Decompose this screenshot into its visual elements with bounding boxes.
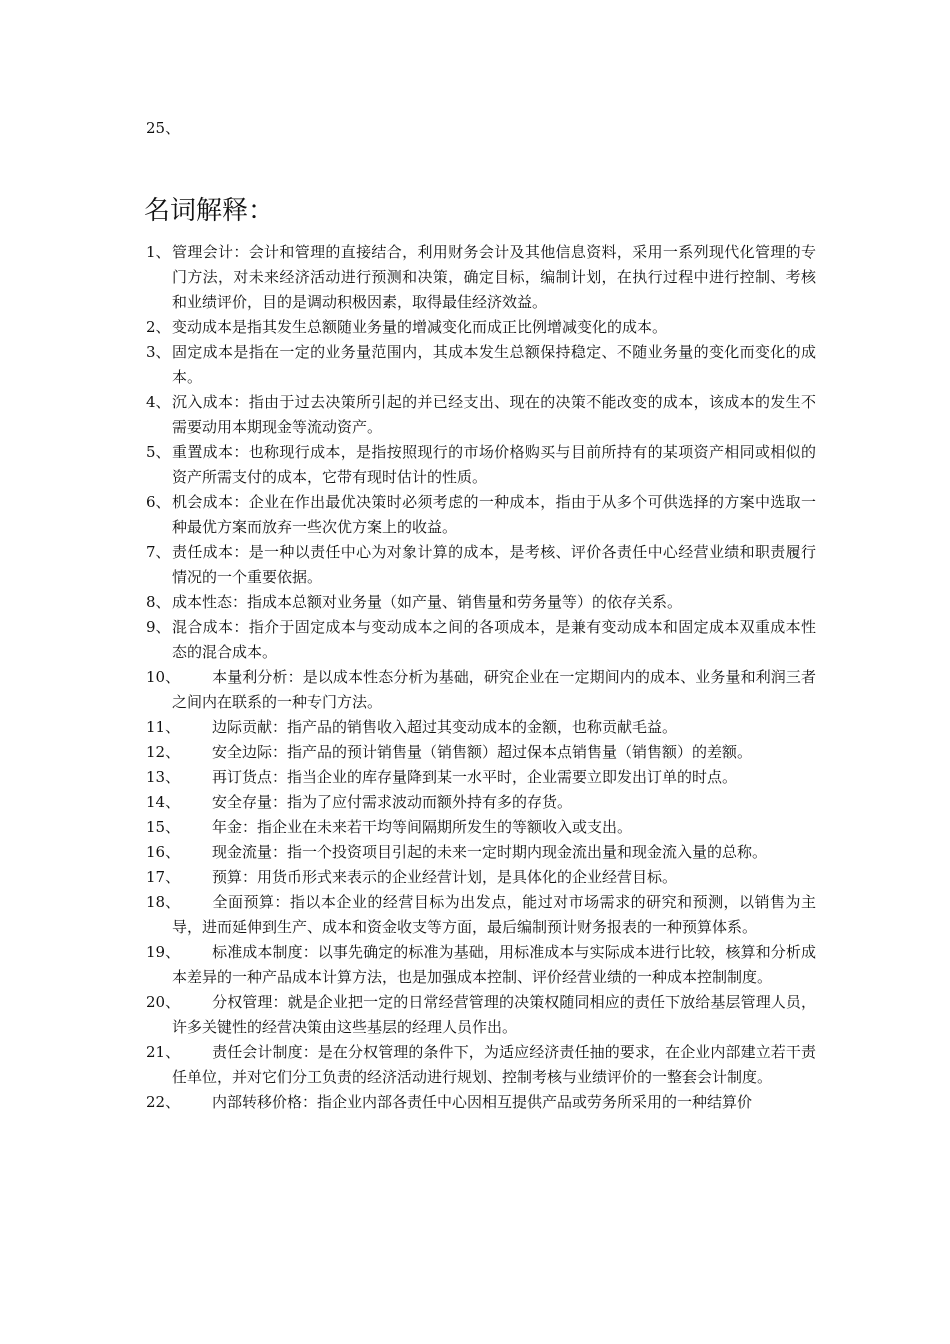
- list-item-text: 机会成本：企业在作出最优决策时必须考虑的一种成本，指由于从多个可供选择的方案中选取一种最优方案而放弃一些次优方案上的收益。: [172, 493, 816, 536]
- list-item-text: 成本性态：指成本总额对业务量（如产量、销售量和劳务量等）的依存关系。: [172, 593, 683, 611]
- list-item: [146, 765, 816, 790]
- list-item: [146, 390, 816, 440]
- list-item-number: 8、: [146, 593, 171, 611]
- list-item-number: 6、: [146, 493, 171, 511]
- list-item-text: 重置成本：也称现行成本，是指按照现行的市场价格购买与目前所持有的某项资产相同或相似的资产所需支付的成本，它带有现时估计的性质。: [172, 443, 816, 486]
- list-item-number: 5、: [146, 443, 171, 461]
- list-item-text: 年金：指企业在未来若干均等间隔期所发生的等额收入或支出。: [212, 818, 633, 836]
- list-item-number: 2、: [146, 318, 171, 336]
- list-item-text: 标准成本制度：以事先确定的标准为基础，用标准成本与实际成本进行比较，核算和分析成本差异的一种产品成本计算方法，也是加强成本控制、评价经营业绩的一种成本控制制度。: [172, 943, 816, 986]
- list-item-number: 14、: [146, 793, 181, 811]
- list-item-number: 13、: [146, 768, 181, 786]
- list-item-text: 固定成本是指在一定的业务量范围内，其成本发生总额保持稳定、不随业务量的变化而变化的成本。: [172, 343, 816, 386]
- list-item-number: 10、: [146, 668, 181, 686]
- list-item: [146, 315, 816, 340]
- list-item-text: 本量利分析：是以成本性态分析为基础，研究企业在一定期间内的成本、业务量和利润三者之间内在联系的一种专门方法。: [172, 668, 816, 711]
- list-item-text: 现金流量：指一个投资项目引起的未来一定时期内现金流出量和现金流入量的总称。: [212, 843, 768, 861]
- list-item: [146, 340, 816, 390]
- list-item-number: 20、: [146, 993, 181, 1011]
- section-title: 名词解释：: [144, 196, 275, 226]
- list-item-number: 7、: [146, 543, 171, 561]
- list-item-number: 21、: [146, 1043, 181, 1061]
- list-item-text: 内部转移价格：指企业内部各责任中心因相互提供产品或劳务所采用的一种结算价: [212, 1093, 753, 1111]
- list-item: [146, 990, 816, 1040]
- list-item-text: 沉入成本：指由于过去决策所引起的并已经支出、现在的决策不能改变的成本，该成本的发生不需要动用本期现金等流动资产。: [172, 393, 816, 436]
- list-item-number: 16、: [146, 843, 181, 861]
- list-item: [146, 815, 816, 840]
- list-item-number: 19、: [146, 943, 181, 961]
- list-item-number: 3、: [146, 343, 171, 361]
- list-item: [146, 490, 816, 540]
- term-list: [146, 240, 816, 1115]
- list-item: [146, 240, 816, 315]
- section-number-label: 25、: [146, 119, 181, 137]
- list-item-text: 责任成本：是一种以责任中心为对象计算的成本，是考核、评价各责任中心经营业绩和职责履行情况的一个重要依据。: [172, 543, 816, 586]
- list-item: [146, 940, 816, 990]
- list-item-text: 管理会计：会计和管理的直接结合，利用财务会计及其他信息资料，采用一系列现代化管理的专门方法，对未来经济活动进行预测和决策，确定目标，编制计划，在执行过程中进行控制、考核和业绩评价，目的是调动积极因素，取得最佳经济效益。: [172, 243, 816, 311]
- list-item-text: 变动成本是指其发生总额随业务量的增减变化而成正比例增减变化的成本。: [172, 318, 668, 336]
- list-item-text: 安全边际：指产品的预计销售量（销售额）超过保本点销售量（销售额）的差额。: [212, 743, 753, 761]
- list-item: [146, 1040, 816, 1090]
- list-item-text: 全面预算：指以本企业的经营目标为出发点，能过对市场需求的研究和预测，以销售为主导，进而延伸到生产、成本和资金收支等方面，最后编制预计财务报表的一种预算体系。: [172, 893, 816, 936]
- list-item-number: 15、: [146, 818, 181, 836]
- list-item: [146, 440, 816, 490]
- list-item: [146, 1090, 816, 1115]
- list-item-text: 再订货点：指当企业的库存量降到某一水平时，企业需要立即发出订单的时点。: [212, 768, 738, 786]
- list-item: [146, 890, 816, 940]
- list-item-number: 9、: [146, 618, 171, 636]
- list-item: [146, 840, 816, 865]
- list-item: [146, 740, 816, 765]
- list-item: [146, 665, 816, 715]
- list-item: [146, 590, 816, 615]
- list-item-number: 17、: [146, 868, 181, 886]
- list-item-number: 11、: [146, 718, 181, 736]
- list-item-text: 分权管理：就是企业把一定的日常经营管理的决策权随同相应的责任下放给基层管理人员，许多关键性的经营决策由这些基层的经理人员作出。: [172, 993, 816, 1036]
- list-item-number: 4、: [146, 393, 171, 411]
- list-item-text: 责任会计制度：是在分权管理的条件下，为适应经济责任抽的要求，在企业内部建立若干责任单位，并对它们分工负责的经济活动进行规划、控制考核与业绩评价的一整套会计制度。: [172, 1043, 816, 1086]
- list-item-text: 预算：用货币形式来表示的企业经营计划，是具体化的企业经营目标。: [212, 868, 678, 886]
- list-item-text: 边际贡献：指产品的销售收入超过其变动成本的金额，也称贡献毛益。: [212, 718, 678, 736]
- list-item-number: 22、: [146, 1093, 181, 1111]
- list-item: [146, 540, 816, 590]
- list-item-number: 1、: [146, 243, 171, 261]
- list-item-number: 18、: [146, 893, 181, 911]
- list-item-text: 混合成本：指介于固定成本与变动成本之间的各项成本，是兼有变动成本和固定成本双重成本性态的混合成本。: [172, 618, 816, 661]
- list-item: [146, 615, 816, 665]
- list-item: [146, 790, 816, 815]
- list-item: [146, 865, 816, 890]
- list-item-text: 安全存量：指为了应付需求波动而额外持有多的存货。: [212, 793, 573, 811]
- list-item-number: 12、: [146, 743, 181, 761]
- list-item: [146, 715, 816, 740]
